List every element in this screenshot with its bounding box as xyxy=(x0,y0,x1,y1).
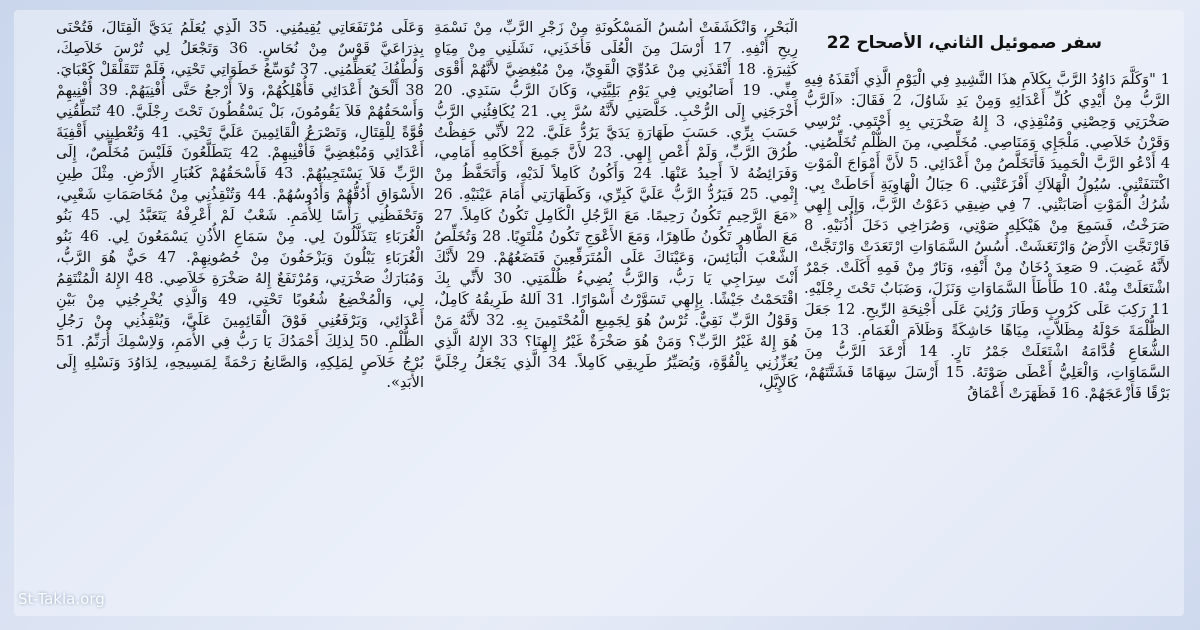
text-column-left xyxy=(56,18,424,606)
chapter-title: سفر صموئيل الثاني، الأصحاح 22 xyxy=(826,33,1102,53)
text-column-middle xyxy=(434,18,798,606)
column-text-right: 1 "وَكَلَّمَ دَاوُدُ الرَّبَّ بِكَلاَمِ هذَا النَّشِيدِ فِي الْيَوْمِ الَّذِي أَنْقَذَهُ فِيهِ الرَّبُّ مِنْ أَيْدِي كُلِّ أَعْدَائِهِ وَمِنْ يَدِ شَاوُلَ، 2 فَقَالَ: «اَلرَّبُّ صَخْرَتِي وَحِصْنِي وَمُنْقِذِي، 3 إِلهُ صَخْرَتِي بِهِ أَحْتَمِي. تُرْسِي وَقَرْنُ خَلاَصِي. مَلْجَإِي وَمَنَاصِي. مُخَلِّصِي، مِنَ الظُّلْمِ تُخَلِّصُنِي. 4 أَدْعُو الرَّبَّ الْحَمِيدَ فَأَتَخَلَّصُ مِنْ أَعْدَائِي. 5 لأَنَّ أَمْوَاجَ الْمَوْتِ اكْتَنَفَتْنِي. سُيُولُ الْهَلاَكِ أَفْزَعَتْنِي. 6 حِبَالُ الْهَاوِيَةِ أَحَاطَتْ بِي. شُرُكُ الْمَوْتِ أَصَابَتْنِي. 7 فِي ضِيقِي دَعَوْتُ الرَّبَّ، وَإِلَى إِلهِي صَرَخْتُ، فَسَمِعَ مِنْ هَيْكَلِهِ صَوْتِي، وَصُرَاخِي دَخَلَ أُذُنَيْهِ. 8 فَارْتَجَّتِ الأَرْضُ وَارْتَعَشَتْ. أُسُسُ السَّمَاوَاتِ ارْتَعَدَتْ وَارْتَجَّتْ، لأَنَّهُ غَضِبَ. 9 صَعِدَ دُخَانٌ مِنْ أَنْفِهِ، وَنَارٌ مِنْ فَمِهِ أَكَلَتْ. جَمْرٌ اشْتَعَلَتْ مِنْهُ. 10 طَأْطَأَ السَّمَاوَاتِ وَنَزَلَ، وَضَبَابٌ تَحْتَ رِجْلَيْهِ. 11 رَكِبَ عَلَى كَرُوبٍ وَطَارَ وَرُئِيَ عَلَى أَجْنِحَةِ الرِّيحِ. 12 جَعَلَ الظُّلْمَةَ حَوْلَهُ مِظَلاَّتٍ، مِيَاهًا حَاشِكَةً وَظَلاَمَ الْغَمَامِ. 13 مِنَ الشُّعَاعِ قُدَّامَهُ اشْتَعَلَتْ جَمْرُ نَارٍ. 14 أَرْعَدَ الرَّبُّ مِنَ السَّمَاوَاتِ، وَالْعَلِيُّ أَعْطَى صَوْتَهُ. 15 أَرْسَلَ سِهَامًا فَشَتَّتَهُمْ، بَرْقًا فَأَزْعَجَهُمْ. 16 فَظَهَرَتْ أَعْمَاقُ xyxy=(804,71,1170,402)
column-text-middle: الْبَحْرِ، وَانْكَشَفَتْ أُسُسُ الْمَسْكُونَةِ مِنْ زَجْرِ الرَّبِّ، مِنْ نَسْمَةِ رِيحِ أَنْفِهِ. 17 أَرْسَلَ مِنَ الْعُلَى فَأَخَذَنِي، نَشَلَنِي مِنْ مِيَاهٍ كَثِيرَةٍ. 18 أَنْقَذَنِي مِنْ عَدُوِّيَ الْقَوِيِّ، مِنْ مُبْغِضِيَّ لأَنَّهُمْ أَقْوَى مِنِّي. 19 أَصَابُونِي فِي يَوْمِ بَلِيَّتِي، وَكَانَ الرَّبُّ سَنَدِي. 20 أَخْرَجَنِي إِلَى الرُّحْبِ. خَلَّصَنِي لأَنَّهُ سُرَّ بِي. 21 يُكَافِئُنِي الرَّبُّ حَسَبَ بِرِّي. حَسَبَ طَهَارَةِ يَدَيَّ يَرُدُّ عَلَيَّ. 22 لأَنِّي حَفِظْتُ طُرُقَ الرَّبِّ، وَلَمْ أَعْصِ إِلهِي. 23 لأَنَّ جَمِيعَ أَحْكَامِهِ أَمَامِي، وَفَرَائِضُهُ لاَ أَحِيدُ عَنْهَا. 24 وَأَكُونُ كَامِلاً لَدَيْهِ، وَأَتَحَفَّظُ مِنْ إِثْمِي. 25 فَيَرُدُّ الرَّبُّ عَلَيَّ كَبِرِّي، وَكَطَهَارَتِي أَمَامَ عَيْنَيْهِ. 26 «مَعَ الرَّحِيمِ تَكُونُ رَحِيمًا. مَعَ الرَّجُلِ الْكَامِلِ تَكُونُ كَامِلاً. 27 مَعَ الطَّاهِرِ تَكُونُ طَاهِرًا، وَمَعَ الأَعْوَجِ تَكُونُ مُلْتَوِيًا. 28 وَتُخَلِّصُ الشَّعْبَ الْبَائِسَ، وَعَيْنَاكَ عَلَى الْمُتَرَفِّعِينَ فَتَضَعُهُمْ. 29 لأَنَّكَ أَنْتَ سِرَاجِي يَا رَبُّ، وَالرَّبُّ يُضِيءُ ظُلْمَتِي. 30 لأَنِّي بِكَ اقْتَحَمْتُ جَيْشًا. بِإِلهِي تَسَوَّرْتُ أَسْوَارًا. 31 اَللهُ طَرِيقُهُ كَامِلٌ، وَقَوْلُ الرَّبِّ نَقِيٌّ. تُرْسٌ هُوَ لِجَمِيعِ الْمُحْتَمِينَ بِهِ. 32 لأَنَّهُ مَنْ هُوَ إِلهٌ غَيْرُ الرَّبِّ؟ وَمَنْ هُوَ صَخْرَةٌ غَيْرُ إِلهِنَا؟ 33 الإِلهُ الَّذِي يُعَزِّزُنِي بِالْقُوَّةِ، وَيُصَيِّرُ طَرِيقِي كَامِلاً. 34 الَّذِي يَجْعَلُ رِجْلَيَّ كَالإِيَّلِ، xyxy=(434,19,798,392)
text-column-right xyxy=(804,32,1170,606)
page-panel xyxy=(14,10,1184,616)
site-watermark: St-Takla.org xyxy=(18,590,105,608)
column-text-left: وَعَلَى مُرْتَفَعَاتِي يُقِيمُنِي. 35 الَّذِي يُعَلِّمُ يَدَيَّ الْقِتَالَ، فَتُحْنَى بِذِرَاعَيَّ قَوْسٌ مِنْ نُحَاسٍ. 36 وَتَجْعَلُ لِي تُرْسَ خَلاَصِكَ، وَلُطْفُكَ يُعَظِّمُنِي. 37 تُوَسِّعُ خَطَوَاتِي تَحْتِي، فَلَمْ تَتَقَلْقَلْ كَعْبَايَ. 38 أَلْحَقُ أَعْدَائِي فَأُهْلِكُهُمْ، وَلاَ أَرْجعُ حَتَّى أُفْنِيَهُمْ. 39 أُفْنِيهِمْ وَأَسْحَقُهُمْ فَلاَ يَقُومُونَ، بَلْ يَسْقُطُونَ تَحْتَ رِجْلَيَّ. 40 تُنَطِّقُنِي قُوَّةً لِلْقِتَالِ، وَتَصْرَعُ الْقَائِمِينَ عَلَيَّ تَحْتِي. 41 وَتُعْطِينِي أَقْفِيَةَ أَعْدَائِي وَمُبْغِضِيَّ فَأُفْنِيهِمْ. 42 يَتَطَلَّعُونَ فَلَيْسَ مُخَلِّصٌ، إِلَى الرَّبِّ فَلاَ يَسْتَجِيبُهُمْ. 43 فَأَسْحَقُهُمْ كَغُبَارِ الأَرْضِ. مِثْلَ طِينِ الأَسْوَاقِ أَدُقُّهُمْ وَأَدُوسُهُمْ. 44 وَتُنْقِذُنِي مِنْ مُخَاصَمَاتِ شَعْبِي، وَتَحْفَظُنِي رَأْسًا لِلأُمَمِ. شَعْبٌ لَمْ أَعْرِفْهُ يَتَعَبَّدُ لِي. 45 بَنُو الْغُرَبَاءِ يَتَذَلَّلُونَ لِي. مِنْ سَمَاعِ الأُذُنِ يَسْمَعُونَ لِي. 46 بَنُو الْغُرَبَاءِ يَبْلُونَ وَيَزْحَفُونَ مِنْ حُصُونِهِمْ. 47 حَيٌّ هُوَ الرَّبُّ، وَمُبَارَكٌ صَخْرَتِي، وَمُرْتَفَعٌ إِلهُ صَخْرَةِ خَلاَصِي. 48 الإِلهُ الْمُنْتَقِمُ لِي، وَالْمُخْضِعُ شُعُوبًا تَحْتِي، 49 وَالَّذِي يُخْرِجُنِي مِنْ بَيْنِ أَعْدَائِي، وَيَرْفَعُنِي فَوْقَ الْقَائِمِينَ عَلَيَّ، وَيُنْقِذُنِي مِنْ رَجُلِ الظُّلْمِ. 50 لِذلِكَ أَحْمَدُكَ يَا رَبُّ فِي الأُمَمِ، وَلاِسْمِكَ أُرَنِّمُ. 51 بُرْجُ خَلاَصٍ لِمَلِكِهِ، وَالصَّانِعُ رَحْمَةً لِمَسِيحِهِ، لِدَاوُدَ وَنَسْلِهِ إِلَى الأَبَدِ». xyxy=(56,19,424,392)
